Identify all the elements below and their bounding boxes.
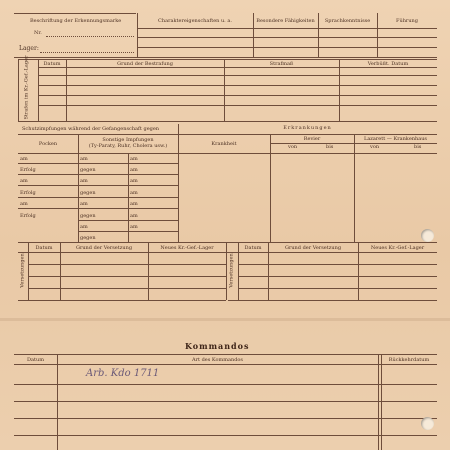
rule bbox=[14, 401, 437, 402]
rule bbox=[14, 384, 437, 385]
punch-hole bbox=[421, 417, 434, 430]
rule bbox=[137, 28, 437, 29]
rule bbox=[78, 134, 79, 242]
rule bbox=[66, 59, 67, 121]
vacc-right-row: am bbox=[130, 190, 138, 196]
punishments-side-label: Strafen im Kr.-Gef.-Lager bbox=[23, 55, 30, 120]
rule bbox=[57, 354, 58, 450]
vaccination-title: Schutzimpfungen während der Gefangenschaft gegen bbox=[22, 126, 160, 132]
rule bbox=[18, 174, 178, 175]
smallpox-header: Pocken bbox=[38, 141, 58, 147]
transfer-date-header-left: Datum bbox=[35, 245, 53, 251]
rule bbox=[18, 121, 437, 122]
transfer-date-header-right: Datum bbox=[244, 245, 262, 251]
punish-penalty-header: Strafmaß bbox=[269, 61, 294, 67]
rule bbox=[18, 197, 178, 198]
handwritten-kommando-entry: Arb. Kdo 1711 bbox=[86, 368, 160, 379]
illnesses-title: Erkrankungen bbox=[283, 125, 332, 131]
kommando-type-header: Art des Kommandos bbox=[192, 357, 243, 363]
rule bbox=[18, 242, 437, 243]
ward-from: von bbox=[288, 144, 298, 150]
rule bbox=[38, 75, 437, 76]
vacc-mid-row: am bbox=[80, 224, 88, 230]
kommando-return-header: Rückkehrdatum bbox=[388, 357, 430, 363]
vacc-mid-row: gegen bbox=[80, 235, 96, 241]
transfer-camp-header-left: Neues Kr.-Gef.-Lager bbox=[160, 245, 214, 251]
vacc-left-row: am bbox=[20, 156, 28, 162]
rule bbox=[226, 242, 227, 300]
rule bbox=[18, 185, 178, 186]
rule bbox=[354, 134, 355, 242]
rule bbox=[18, 300, 226, 301]
transfers-side-label-right: Versetzungen bbox=[228, 253, 235, 288]
rule bbox=[18, 59, 19, 121]
ward-header: Revier bbox=[303, 136, 321, 142]
kommandos-title: Kommandos bbox=[185, 341, 250, 351]
kommando-date-header: Datum bbox=[27, 357, 44, 363]
rule bbox=[38, 67, 437, 68]
id-tag-label: Beschriftung der Erkennungsmarke bbox=[30, 18, 122, 24]
vacc-left-row: Erfolg bbox=[20, 213, 36, 219]
rule bbox=[14, 13, 136, 14]
rule bbox=[38, 95, 437, 96]
hospital-to: bis bbox=[414, 144, 422, 150]
transfer-camp-header-right: Neues Kr.-Gef.-Lager bbox=[370, 245, 425, 251]
vacc-mid-row: am bbox=[80, 201, 88, 207]
vacc-right-row: am bbox=[130, 224, 138, 230]
rule bbox=[137, 47, 437, 48]
punch-hole bbox=[421, 229, 434, 242]
vacc-mid-row: gegen bbox=[80, 167, 96, 173]
punish-date-header: Datum bbox=[43, 61, 61, 67]
rule bbox=[14, 354, 437, 355]
rule bbox=[18, 252, 437, 253]
vacc-left-row: Erfolg bbox=[20, 167, 36, 173]
vacc-right-row: am bbox=[130, 201, 138, 207]
rule bbox=[378, 354, 379, 450]
number-label: Nr. bbox=[34, 30, 42, 36]
rule bbox=[14, 364, 437, 365]
other-vacc-header-1: Sonstige Impfungen bbox=[102, 137, 154, 143]
vacc-right-row: am bbox=[130, 167, 138, 173]
ward-to: bis bbox=[326, 144, 334, 150]
conduct-header: Führung bbox=[396, 18, 418, 24]
vacc-left-row: Erfolg bbox=[20, 190, 36, 196]
hospital-header: Lazarett — Krankenhaus bbox=[364, 136, 427, 142]
rule bbox=[38, 59, 39, 121]
vacc-right-row: am bbox=[130, 213, 138, 219]
camp-line bbox=[40, 52, 134, 53]
rule bbox=[18, 163, 178, 164]
vacc-left-row: am bbox=[20, 178, 28, 184]
vacc-right-row: am bbox=[130, 156, 138, 162]
abilities-header: Besondere Fähigkeiten bbox=[256, 18, 315, 24]
rule bbox=[38, 105, 437, 106]
rule bbox=[14, 418, 437, 419]
other-vacc-header-2: (Ty-Paraty, Ruhr, Cholera usw.) bbox=[88, 143, 168, 149]
fold-crease bbox=[0, 318, 450, 321]
rule bbox=[18, 59, 437, 60]
vacc-mid-row: am bbox=[80, 178, 88, 184]
rule bbox=[28, 276, 226, 277]
vacc-mid-row: am bbox=[80, 156, 88, 162]
vacc-mid-row: gegen bbox=[80, 213, 96, 219]
rule bbox=[270, 134, 271, 242]
vacc-left-row: am bbox=[20, 201, 28, 207]
rule bbox=[18, 208, 178, 209]
transfer-reason-header-right: Grund der Versetzung bbox=[284, 245, 342, 251]
rule bbox=[339, 59, 340, 121]
rule bbox=[78, 231, 178, 232]
rule bbox=[14, 435, 437, 436]
hospital-from: von bbox=[370, 144, 380, 150]
rule bbox=[38, 85, 437, 86]
punish-served-header: Verbüßt. Datum bbox=[367, 61, 409, 67]
camp-label: Lager: bbox=[19, 45, 39, 52]
rule bbox=[18, 153, 437, 154]
rule bbox=[78, 220, 178, 221]
vacc-right-row: am bbox=[130, 178, 138, 184]
languages-header: Sprachkenntnisse bbox=[324, 18, 371, 24]
rule bbox=[14, 57, 437, 58]
rule bbox=[381, 354, 382, 450]
rule bbox=[28, 264, 226, 265]
character-header: Charaktereigenschaften u. a. bbox=[158, 18, 232, 24]
number-line bbox=[46, 36, 134, 37]
rule bbox=[228, 300, 437, 301]
rule bbox=[18, 134, 437, 135]
transfers-side-label-left: Versetzungen bbox=[19, 253, 26, 288]
vacc-mid-row: gegen bbox=[80, 190, 96, 196]
illness-header: Krankheit bbox=[211, 141, 237, 147]
transfer-reason-header-left: Grund der Versetzung bbox=[75, 245, 133, 251]
rule bbox=[28, 288, 226, 289]
punish-reason-header: Grund der Bestrafung bbox=[117, 61, 173, 67]
rule bbox=[137, 37, 437, 38]
rule bbox=[224, 59, 225, 121]
